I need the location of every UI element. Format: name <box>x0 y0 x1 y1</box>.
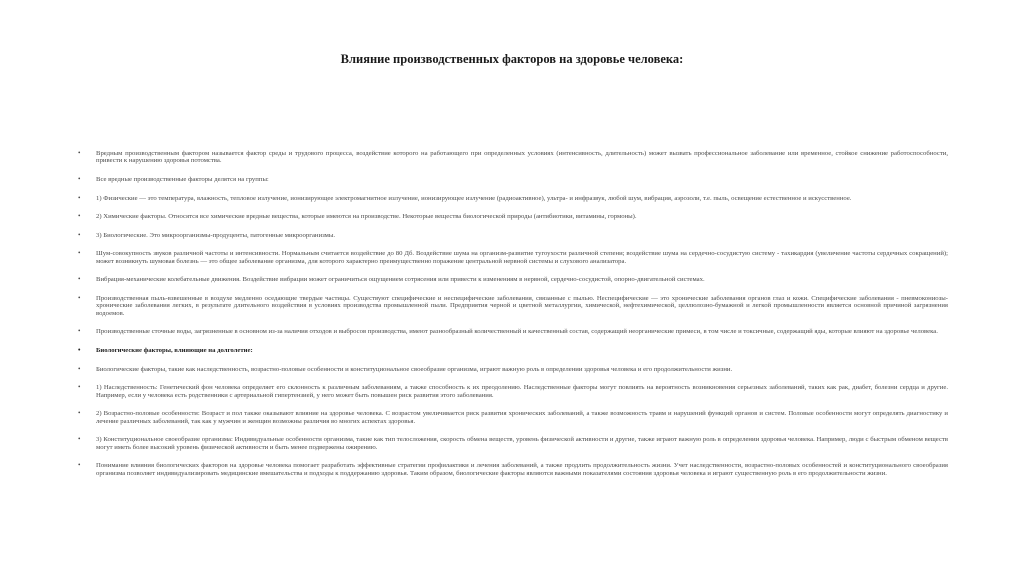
list-item-constitution: • 3) Конституциональное своеобразие организма: Индивидуальные особенности организма, такие как тип телосложения, скорость обмена веществ, уровень физической активности и другие, также играют важную роль в определении здоровья человека. Например, люди с быстрым обменом веществ могут иметь более высокий уровень физической активности и быть менее подвержены ожирению. <box>78 436 948 451</box>
list-item-biological: • 3) Биологические. Это микроорганизмы-продуценты, патогенные микроорганизмы. <box>78 232 948 239</box>
list-item-definition: • Вредным производственным фактором называется фактор среды и трудового процесса, воздействие которого на работающего при определенных условиях (интенсивность, длительность) может вызвать профессиональное заболевание или временное, стойкое снижение работоспособности, привести к нарушению здоровья потомства. <box>78 150 948 165</box>
list-item-conclusion: • Понимание влияния биологических факторов на здоровье человека помогает разработать эффективные стратегии профилактики и лечения заболеваний, а также продлить продолжительность жизни. Учет наследственности, возрастно-половых особенностей и конституционального своеобразия организма позволяет индивидуализировать медицинские вмешательства и подходы к поддержанию здоровья. Таким образом, биологические факторы являются важными показателями состояния здоровья человека и играют существенную роль в его продолжительности жизни. <box>78 462 948 477</box>
list-item-groups-intro: • Все вредные производственные факторы делятся на группы: <box>78 176 948 183</box>
list-item-bio-intro: • Биологические факторы, такие как наследственность, возрастно-половые особенности и конституциональное своеобразие организма, играют важную роль в определении здоровья человека и его продолжительности жизни. <box>78 366 948 373</box>
list-item-physical: • 1) Физические — это температура, влажность, тепловое излучение, ионизирующее электромагнитное излучение, ионизирующее излучение (радиоактивное), ультра- и инфразвук, любой шум, вибрация, аэрозоли, т.е. пыль, освещение естественное и искусственное. <box>78 195 948 202</box>
list-item-age-sex: • 2) Возрастно-половые особенности: Возраст и пол также оказывают влияние на здоровье человека. С возрастом увеличивается риск развития хронических заболеваний, а также возможность травм и нарушений функций органов и систем. Половые особенности могут определять диагностику и лечение различных заболеваний, так как у мужчин и женщин возможны различия во многих аспектах здоровья. <box>78 410 948 425</box>
list-item-wastewater: • Производственные сточные воды, загрязненные в основном из-за наличия отходов и выбросов производства, имеют разнообразный количественный и качественный состав, содержащий неорганические примеси, в том числе и токсичные, содержащий яды, которые влияют на здоровье человека. <box>78 328 948 335</box>
bullet-list <box>78 150 948 488</box>
list-item-chemical: • 2) Химические факторы. Относятся все химические вредные вещества, которые имеются на производстве. Некоторые вещества биологической природы (антибиотики, витамины, гормоны). <box>78 213 948 220</box>
list-item-vibration: • Вибрация-механические колебательные движения. Воздействие вибрации может ограничиться ощущением сотрясения или привести к изменениям в нервной, сердечно-сосудистой, опорно-двигательной системах. <box>78 276 948 283</box>
page-title: Влияние производственных факторов на здоровье человека: <box>340 52 684 66</box>
list-item-noise: • Шум-совокупность звуков различной частоты и интенсивности. Нормальным считается воздействие до 80 Дб. Воздействие шума на организм-развитие тугоухости различной степени; воздействие шума на сердечно-сосудистую систему - тахикардия (увеличение частоты сердечных сокращений); может возникнуть шумовая болезнь — это общее заболевание организма, для которого характерно преимущественно поражение центральной нервной системы и слухового анализатора. <box>78 250 948 265</box>
list-item-section-heading: • Биологические факторы, влияющие на долголетие: <box>78 347 948 354</box>
list-item-dust: • Производственная пыль-взвешенные в воздухе медленно оседающие твердые частицы. Существуют специфические и неспецифические заболевания, связанные с пылью. Неспецифические — это хронические заболевания органов глаз и кожи. Специфические заболевания - пневмокониозы-хронические заболевания легких, в результате длительного воздействия в условиях производства промышленной пыли. Предприятия черной и цветной металлургии, химической, нефтехимической, целлюлозно-бумажной и легкой промышленности является основной причиной загрязнения водоемов. <box>78 295 948 317</box>
list-item-heredity: • 1) Наследственность: Генетический фон человека определяет его склонность к различным заболеваниям, а также способность к их преодолению. Наследственные факторы могут повлиять на вероятность возникновения серьезных заболеваний, таких как рак, диабет, болезни сердца и другие. Например, если у человека есть родственники с артериальной гипертензией, у него может быть повышен риск развития этого заболевания. <box>78 384 948 399</box>
